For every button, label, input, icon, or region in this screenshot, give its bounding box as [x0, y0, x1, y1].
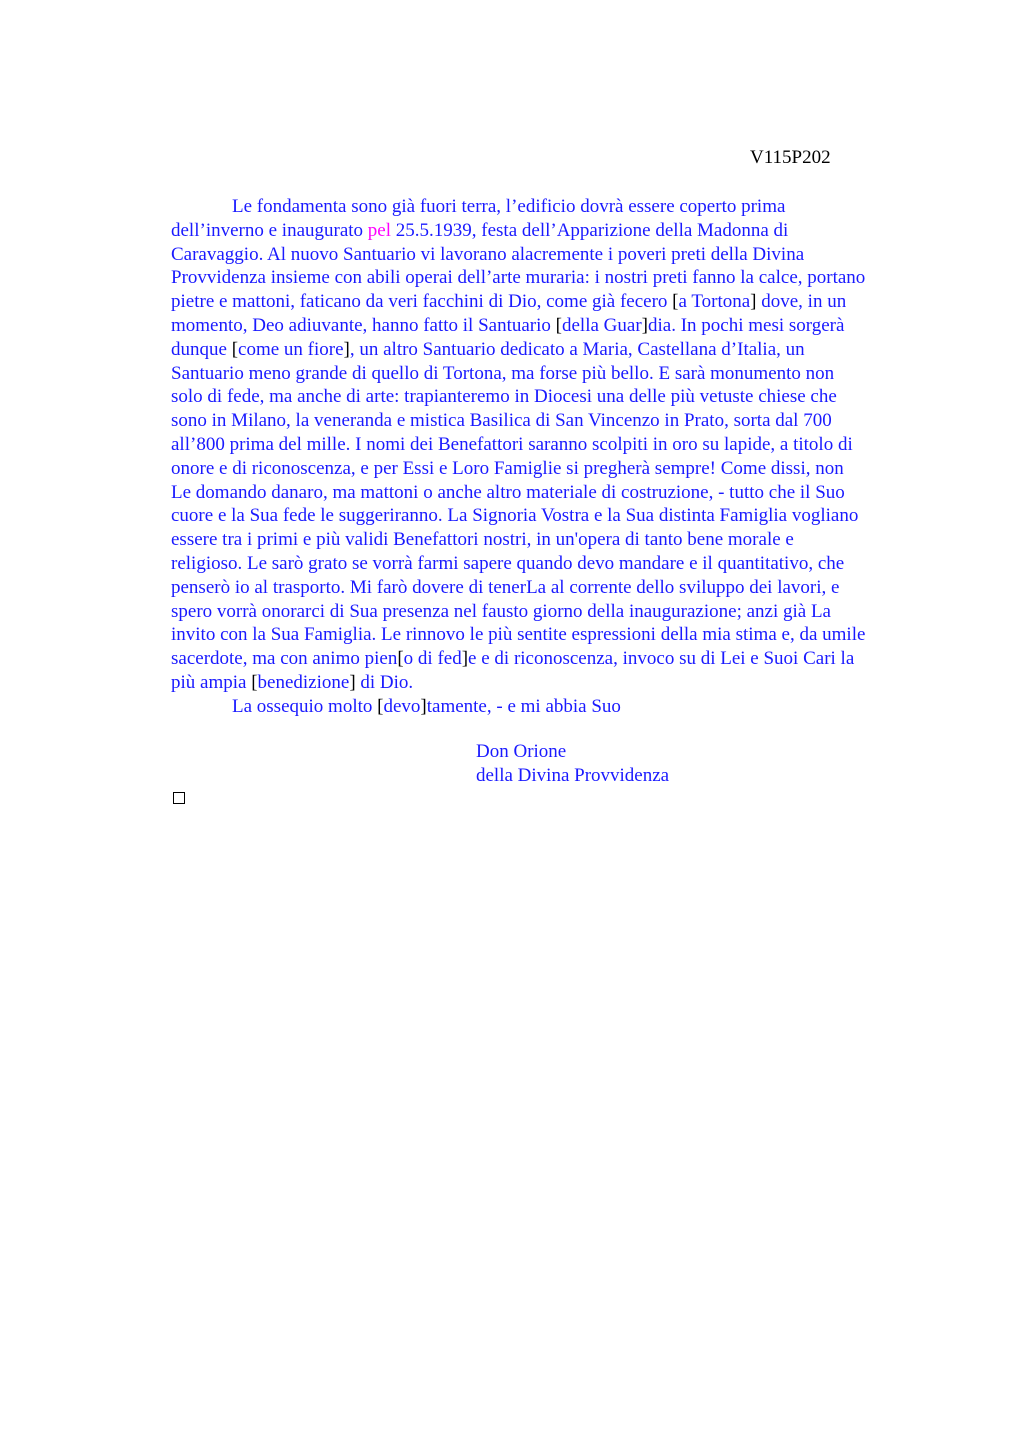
body-text: , un altro Santuario dedicato a Maria, Castellana d’Italia, un: [349, 338, 805, 360]
body-line: [171, 219, 951, 243]
body-line: Santuario meno grande di quello di Tortona, ma forse più bello. E sarà monumento non: [171, 362, 835, 384]
body-text: dove, in un: [756, 291, 847, 313]
body-line: spero vorrà onorarci di Sua presenza nel fausto giorno della inaugurazione; anzi già La: [171, 600, 831, 622]
body-text: benedizione: [257, 671, 350, 693]
body-line: solo di fede, ma anche di arte: trapianteremo in Diocesi una delle più vetuste chiese che: [171, 386, 837, 408]
body-text: momento, Deo adiuvante, hanno fatto il Santuario: [171, 314, 556, 336]
bracket: [: [672, 291, 679, 313]
bracket: [: [555, 314, 562, 336]
body-text: dia. In pochi mesi sorgerà: [647, 314, 845, 336]
bracket: ]: [343, 338, 350, 360]
bracket: [: [231, 338, 239, 360]
body-line: cuore e la Sua fede le suggeriranno. La Signoria Vostra e la Sua distinta Famiglia vogliano: [171, 505, 859, 527]
bracket: [: [377, 695, 384, 717]
bracket: ]: [420, 695, 427, 717]
body-text: come un fiore: [238, 338, 344, 360]
end-marker-box-icon: [173, 792, 185, 804]
bracket: ]: [750, 291, 757, 313]
bracket: [: [397, 648, 404, 670]
body-line: [171, 290, 951, 314]
body-text: di Dio.: [355, 671, 414, 693]
body-line: [171, 314, 951, 338]
body-text: La ossequio molto: [232, 695, 378, 717]
body-text: sacerdote, ma con animo pien: [171, 648, 398, 670]
signature-block: [476, 740, 876, 788]
bracket: [: [251, 671, 258, 693]
body-line: Caravaggio. Al nuovo Santuario vi lavorano alacremente i poveri preti della Divina: [171, 243, 805, 265]
body-text: dell’inverno e inaugurato: [171, 219, 368, 241]
body-line: [171, 671, 951, 695]
body-text: della Guar: [562, 314, 642, 336]
body-line: penserò io al trasporto. Mi farò dovere di tenerLa al corrente dello sviluppo dei lavori, e: [171, 576, 840, 598]
body-text: devo: [383, 695, 421, 717]
signature-name: Don Orione: [476, 741, 567, 762]
body-text: 25.5.1939, festa dell’Apparizione della Madonna di: [391, 219, 789, 241]
body-line: [171, 695, 951, 719]
body-text: dunque: [171, 338, 232, 360]
signature-title: della Divina Provvidenza: [476, 764, 670, 786]
body-line: onore e di riconoscenza, e per Essi e Loro Famiglie si pregherà sempre! Come dissi, non: [171, 457, 844, 479]
body-line: [171, 647, 951, 671]
body-line: religioso. Le sarò grato se vorrà farmi sapere quando devo mandare e il quantitativo, che: [171, 552, 845, 574]
body-line: sono in Milano, la veneranda e mistica Basilica di San Vincenzo in Prato, sorta dal 700: [171, 410, 832, 432]
body-text: o di fed: [403, 648, 462, 670]
body-text: a Tortona: [678, 291, 751, 313]
body-line: [171, 338, 951, 362]
bracket: ]: [641, 314, 648, 336]
letter-body: [171, 195, 951, 719]
bracket: ]: [461, 648, 469, 670]
body-text: e e di riconoscenza, invoco su di Lei e Suoi Cari la: [468, 648, 855, 670]
body-text: pietre e mattoni, faticano da veri facchini di Dio, come già fecero: [171, 291, 673, 313]
body-line: Le domando danaro, ma mattoni o anche altro materiale di costruzione, - tutto che il Suo: [171, 481, 845, 503]
body-line: Provvidenza insieme con abili operai dell’arte muraria: i nostri preti fanno la calce, portano: [171, 267, 866, 289]
body-line: all’800 prima del mille. I nomi dei Benefattori saranno scolpiti in oro su lapide, a titolo di: [171, 433, 853, 455]
highlighted-word: pel: [367, 219, 392, 241]
bracket: ]: [349, 671, 356, 693]
body-line: Le fondamenta sono già fuori terra, l’edificio dovrà essere coperto prima: [232, 196, 786, 217]
body-text: più ampia: [171, 671, 252, 693]
body-text: tamente, - e mi abbia Suo: [426, 695, 621, 717]
page-code: V115P202: [750, 147, 831, 168]
body-line: invito con la Sua Famiglia. Le rinnovo le più sentite espressioni della mia stima e, da umile: [171, 624, 866, 646]
body-line: essere tra i primi e più validi Benefattori nostri, in un'opera di tanto bene morale e: [171, 529, 794, 551]
